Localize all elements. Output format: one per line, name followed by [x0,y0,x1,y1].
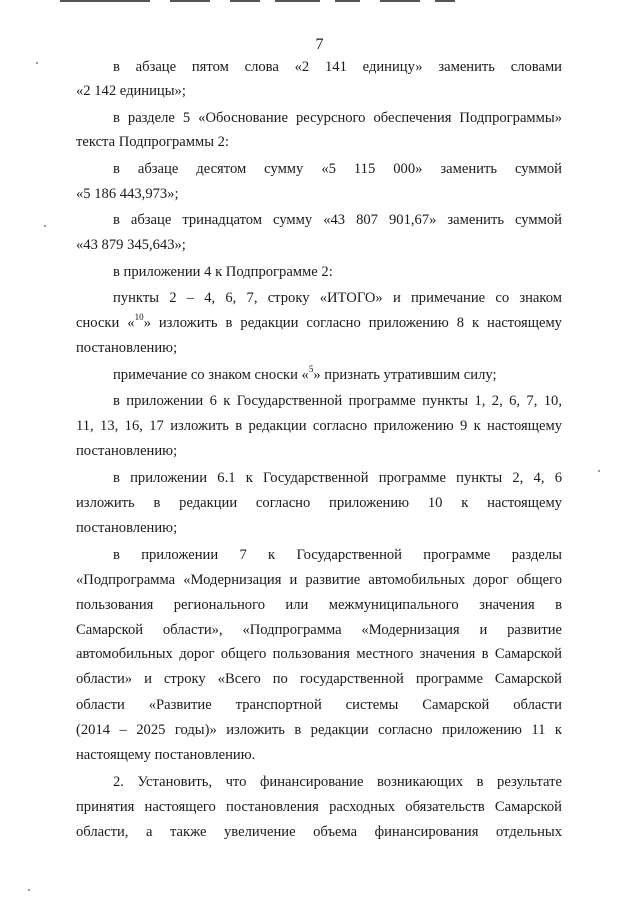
text-line: настоящему постановлению. [76,747,256,763]
scan-speck [28,889,30,891]
text-line: принятия настоящего постановления расходных обязательств Самарской [76,799,562,815]
text-line: (2014 – 2025 годы)» изложить в редакции согласно приложению 11 к [76,722,562,738]
text-line: в абзаце тринадцатом сумму «43 807 901,67» заменить суммой [113,212,562,228]
text-line: автомобильных дорог общего пользования местного значения в Самарской [76,646,562,662]
text-line [76,314,562,332]
text-line: области «Развитие транспортной системы Самарской области [76,697,562,713]
text-line: в разделе 5 «Обоснование ресурсного обеспечения Подпрограммы» [113,110,562,126]
text-line: постановлению; [76,340,178,356]
text-line: в приложении 4 к Подпрограмме 2: [113,264,333,280]
text-line: в абзаце десятом сумму «5 115 000» заменить суммой [113,161,562,177]
text-line: в приложении 6.1 к Государственной программе пункты 2, 4, 6 [113,470,562,486]
text-fragment: примечание со знаком сноски « [113,367,309,383]
text-fragment: сноски « [76,315,135,331]
text-line: «43 879 345,643»; [76,237,186,253]
text-line: в приложении 6 к Государственной программе пункты 1, 2, 6, 7, 10, [113,393,562,409]
text-line: области» и строку «Всего по государственной программе Самарской [76,671,562,687]
text-fragment: » изложить в редакции согласно приложению 8 к настоящему [143,315,562,331]
text-line: постановлению; [76,520,178,536]
scan-edge-marks [60,0,480,4]
text-line: изложить в редакции согласно приложению 10 к настоящему [76,495,562,511]
footnote-mark: 10 [134,312,144,323]
footnote-mark: 5 [308,364,314,375]
text-fragment: » признать утратившим силу; [313,367,497,383]
text-line: «Подпрограмма «Модернизация и развитие автомобильных дорог общего [76,572,562,588]
text-line: постановлению; [76,443,178,459]
scan-speck [36,62,38,64]
text-line [113,366,562,384]
text-line: 11, 13, 16, 17 изложить в редакции согласно приложению 9 к настоящему [76,418,562,434]
page-number: 7 [315,36,324,53]
text-line: в абзаце пятом слова «2 141 единицу» заменить словами [113,59,562,75]
text-line: области, а также увеличение объема финансирования отдельных [76,824,562,840]
text-line: «5 186 443,973»; [76,186,179,202]
scan-speck [44,225,46,227]
text-line: текста Подпрограммы 2: [76,134,230,150]
text-line: 2. Установить, что финансирование возникающих в результате [113,774,562,790]
text-line: пользования регионального или межмуниципального значения в [76,597,562,613]
scan-speck [598,470,600,472]
text-line: «2 142 единицы»; [76,83,186,99]
text-line: пункты 2 – 4, 6, 7, строку «ИТОГО» и примечание со знаком [113,290,562,306]
text-line: в приложении 7 к Государственной программе разделы [113,547,562,563]
text-line: Самарской области», «Подпрограмма «Модернизация и развитие [76,622,562,638]
